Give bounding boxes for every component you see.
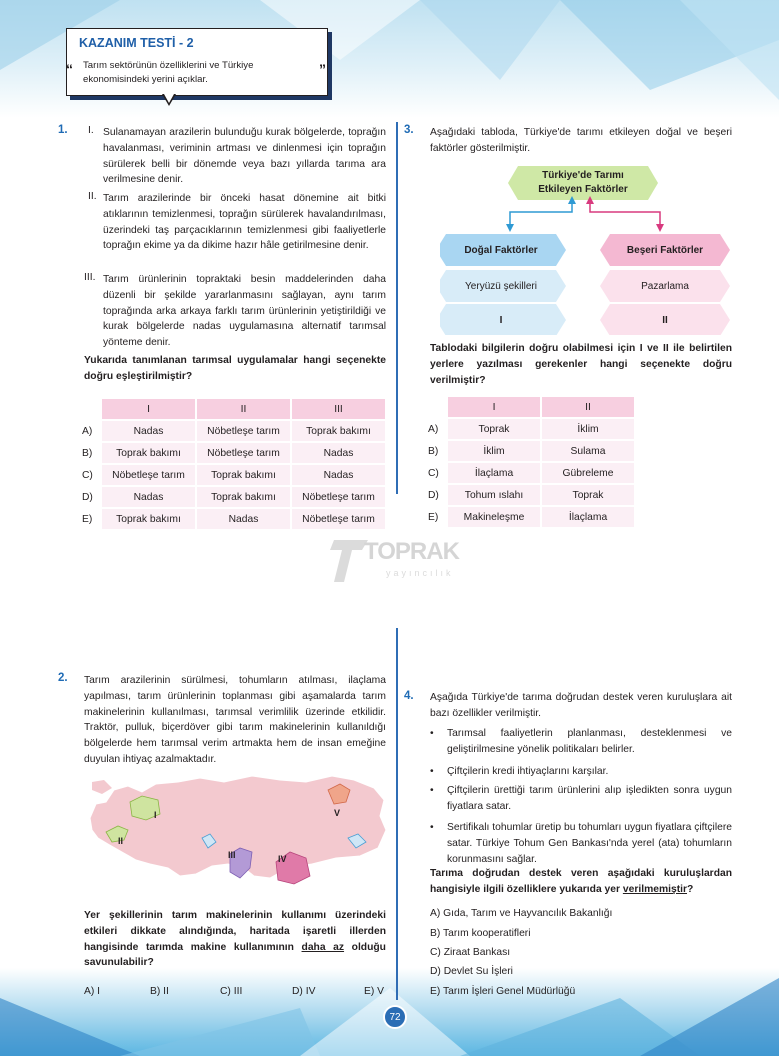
map-label-i: I [154,810,157,820]
table-cell: Tohum ıslahı [448,485,540,505]
q2-question-text: Yer şekillerinin tarım makinelerinin kullanımı üzerindeki etkileri dikkate alındığında, haritada işaretli illerden hangisinde tarımda makine kullanımının [84,910,386,953]
factors-title-box [508,166,658,200]
human-factors-title: Beşeri Faktörler [626,244,704,256]
table-cell: Toprak bakımı [197,487,290,507]
test-title: KAZANIM TESTİ - 2 [79,36,194,50]
table-cell: Nöbetleşe tarım [292,487,385,507]
option-row-d[interactable] [82,487,385,507]
q3-question: Tablodaki bilgilerin doğru olabilmesi için I ve II ile belirtilen yerlere yazılması gerekenler hangi seçenekte doğru verilmiştir? [430,343,732,386]
option-label: E) [82,513,93,525]
objective-box [66,28,328,96]
q4-question-text: Tarıma doğrudan destek veren aşağıdaki kuruluşlardan hangisiyle ilgili özelliklere yukarıda yer [430,868,732,895]
q2-question [84,908,386,971]
q1-item-1: Sulanamayan arazilerin bulunduğu kurak bölgelerde, toprağın havalanması, veriminin artması ve dinlenmesi için toprağın sürülerek belli bir dönemde veya bazı yıllarda tarıma ara verilmesine denir. [103,127,386,186]
option-row-a[interactable] [82,421,385,441]
column-divider-top [396,122,398,494]
natural-factor-item: Yeryüzü şekilleri [465,280,537,292]
map-label-v: V [334,808,341,818]
table-cell: Toprak bakımı [292,421,385,441]
map-label-iv: IV [278,854,287,864]
table-header: III [292,399,385,419]
q2-option-e[interactable]: E) V [364,986,385,997]
option-label: B) [82,447,93,459]
table-cell: Nöbetleşe tarım [197,443,290,463]
table-header: II [197,399,290,419]
table-cell: Makineleşme [448,507,540,527]
table-cell: Nöbetleşe tarım [102,465,195,485]
factors-title-line1: Türkiye'de Tarımı [542,170,624,181]
q2-option-c[interactable]: C) III [220,986,243,997]
watermark-title: TOPRAK [364,538,459,565]
option-row-d[interactable] [428,485,634,505]
table-cell: Gübreleme [542,463,634,483]
q2-text: Tarım arazilerinin sürülmesi, tohumların atılması, ilaçlama yapılması, tarım ürünlerinin toplanması gibi aşamalarda tarım makinelerinin kullanılması, tarımsal verimlilik üzerinde etkilidir. Traktör, pulluk, biçerdöver gibi tarım makinelerinin kullanıldığı bölgelerde hem tarımsal verim artmakta hem de insan emeğine duyulan ihtiyaç azalmaktadır. [84,675,386,765]
human-factor-blank: II [662,314,668,326]
quote-close-icon: ” [319,61,326,77]
option-label: B) [428,445,439,457]
q2-option-d[interactable]: D) IV [292,986,316,997]
option-row-c[interactable] [82,465,385,485]
option-label: E) [428,511,439,523]
table-cell: İklim [542,419,634,439]
table-cell: Nöbetleşe tarım [292,509,385,529]
option-label: D) [428,489,439,501]
q4-question-end: ? [687,883,694,895]
q1-question: Yukarıda tanımlanan tarımsal uygulamalar hangi seçenekte doğru eşleştirilmiştir? [84,355,386,382]
q2-option-b[interactable]: B) II [150,986,169,997]
q4-bullet-4: Sertifikalı tohumlar üretip bu tohumları uygun fiyatlara çiftçilere satar. Türkiye Tohum Gen Bankası'nda yerel (ata) tohumların korunmasını sağlar. [447,822,732,865]
item-numeral: II. [88,191,97,202]
option-row-e[interactable] [428,507,634,527]
q4-option-c[interactable]: C) Ziraat Bankası [430,947,511,958]
table-cell: Sulama [542,441,634,461]
q2-option-a[interactable]: A) I [84,986,101,997]
table-cell: Nadas [102,421,195,441]
q1-item-3: Tarım ürünlerinin topraktaki besin maddelerinden daha düzenli bir şekilde yararlanmasını sağlayan, aynı tarım toprağında arka arkaya farklı tarım ürünlerinin yetiştirildiği ve kurak bölgelerde nadas uygulamasına alternatif tarımsal yönteme denir. [103,274,386,349]
table-cell: Nadas [102,487,195,507]
watermark-subtitle: yayıncılık [386,568,454,578]
human-factor-item: Pazarlama [641,280,689,292]
q4-intro: Aşağıda Türkiye'de tarıma doğrudan destek veren kuruluşlara ait bazı özellikler verilmiştir. [430,692,732,719]
option-row-b[interactable] [82,443,385,463]
table-cell: Nadas [292,465,385,485]
q1-item-2: Tarım arazilerinde bir önceki hasat dönemine ait bitki atıklarının temizlenmesi, toprağın sürülerek havalandırılması, üzerindeki taş parçacıklarının temizlenmesi gibi faaliyetlerle toprağın ekime ya da dikime hazır hâle getirilmesine denir. [103,193,386,252]
question-3-number: 3. [404,124,414,136]
page-number: 72 [383,1005,407,1029]
q4-bullet-1: Tarımsal faaliyetlerin planlanması, desteklenmesi ve geliştirilmesine yönelik politikaları belirler. [447,728,732,755]
question-2-number: 2. [58,672,68,684]
publisher-watermark [330,532,470,592]
question-1-number: 1. [58,124,68,136]
q4-option-a[interactable]: A) Gıda, Tarım ve Hayvancılık Bakanlığı [430,908,613,919]
map-label-iii: III [228,850,236,860]
option-label: C) [428,467,439,479]
table-cell: İlaçlama [542,507,634,527]
column-divider-bottom [396,628,398,1000]
option-row-a[interactable] [428,419,634,439]
q4-option-d[interactable]: D) Devlet Su İşleri [430,966,513,977]
table-header: II [542,397,634,417]
quote-open-icon: “ [66,61,73,77]
natural-factor-blank: I [499,314,503,326]
table-cell: Toprak bakımı [197,465,290,485]
item-numeral: I. [88,125,94,136]
q4-option-b[interactable]: B) Tarım kooperatifleri [430,928,531,939]
q4-question [430,866,732,898]
option-row-c[interactable] [428,463,634,483]
table-cell: Toprak [448,419,540,439]
q1-options-table [80,397,387,531]
q4-bullet-2: Çiftçilerin kredi ihtiyaçlarını karşılar. [447,766,609,777]
q3-intro: Aşağıdaki tabloda, Türkiye'de tarımı etkileyen doğal ve beşeri faktörler gösterilmiştir. [430,127,732,154]
table-cell: Toprak bakımı [102,443,195,463]
bullet-icon: • [430,785,434,796]
objective-text: Tarım sektörünün özelliklerini ve Türkiye ekonomisindeki yerini açıklar. [83,60,254,85]
q4-bullet-3: Çiftçilerin ürettiği tarım ürünlerini alıp işledikten sonra uygun fiyatlara satar. [447,785,732,812]
table-cell: İklim [448,441,540,461]
table-header: I [102,399,195,419]
table-header: I [448,397,540,417]
option-label: C) [82,469,93,481]
table-cell: Nadas [197,509,290,529]
map-label-ii: II [118,836,124,846]
bullet-icon: • [430,822,434,833]
factors-title-line2: Etkileyen Faktörler [538,184,628,195]
option-label: A) [82,425,93,437]
bullet-icon: • [430,766,434,777]
table-cell: İlaçlama [448,463,540,483]
turkey-map [84,772,390,890]
item-numeral: III. [84,272,96,283]
question-4-number: 4. [404,690,414,702]
natural-factors-title: Doğal Faktörler [464,244,538,256]
bullet-icon: • [430,728,434,739]
table-cell: Toprak [542,485,634,505]
q3-options-table [426,395,636,529]
table-cell: Nadas [292,443,385,463]
table-cell: Toprak bakımı [102,509,195,529]
option-label: A) [428,423,439,435]
option-row-b[interactable] [428,441,634,461]
option-label: D) [82,491,93,503]
q2-question-end: olduğu savunulabilir? [84,941,386,969]
q2-question-emphasis: daha az [301,941,345,953]
q4-option-e[interactable]: E) Tarım İşleri Genel Müdürlüğü [430,986,576,997]
table-cell: Nöbetleşe tarım [197,421,290,441]
q4-question-emphasis: verilmemiştir [622,883,687,895]
option-row-e[interactable] [82,509,385,529]
